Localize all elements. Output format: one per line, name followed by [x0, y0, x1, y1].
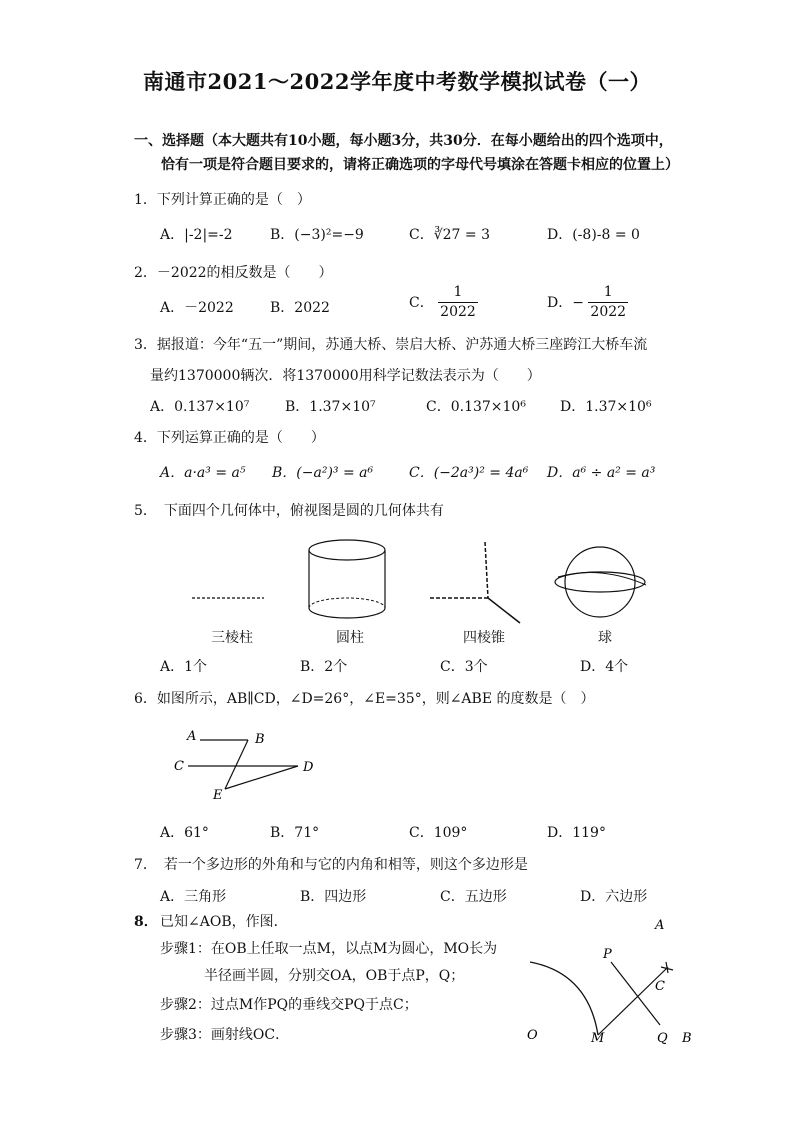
q5-option-a: A．1个 [160, 659, 208, 675]
q7-option-a: A．三角形 [160, 889, 227, 905]
q7-option-d: D．六边形 [580, 889, 648, 905]
point-d-label: D [303, 760, 314, 775]
q6-stem: 6．如图所示，AB∥CD，∠D=26°，∠E=35°，则∠ABE 的度数是（ ） [134, 691, 595, 707]
q5-option-b: B．2个 [300, 659, 348, 675]
semicircle-arc [530, 962, 598, 1035]
point-c-label: C [655, 979, 665, 994]
q2-option-d-label: D．− [547, 295, 584, 312]
q3-option-c: C．0.137×10⁶ [426, 399, 526, 415]
point-e-label: E [213, 788, 223, 803]
q8-step2: 步骤2：过点M作PQ的垂线交PQ于点C； [160, 997, 418, 1013]
pyramid-shape [430, 542, 520, 623]
q5-stem: 5． 下面四个几何体中，俯视图是圆的几何体共有 [134, 503, 444, 519]
point-b-label: B [682, 1031, 692, 1046]
q7-stem: 7． 若一个多边形的外角和与它的内角和相等，则这个多边形是 [134, 857, 528, 873]
section-heading-line1: 一、选择题（本大题共有10小题，每小题3分，共30分．在每小题给出的四个选项中， [134, 133, 673, 149]
q1-stem: 1．下列计算正确的是（ ） [134, 192, 311, 208]
q8-step1-line2: 半径画半圆，分别交OA，OB于点P，Q； [204, 968, 465, 984]
q1-option-d: D．(-8)-8 = 0 [547, 227, 640, 243]
q8-stem: 已知∠AOB，作图． [160, 914, 288, 930]
page-title: 南通市2021～2022学年度中考数学模拟试卷（一） [143, 69, 651, 94]
q1-option-a: A．|-2|=-2 [160, 227, 233, 243]
q5-solids-figure [180, 535, 660, 630]
q8-step3: 步骤3：画射线OC． [160, 1027, 290, 1043]
cylinder-shape [309, 540, 385, 618]
q2-option-c-fraction [438, 285, 478, 319]
q6-parallel-lines-figure [170, 725, 330, 805]
q3-stem-line1: 3．据报道：今年“五一”期间，苏通大桥、崇启大桥、沪苏通大桥三座跨江大桥车流 [134, 337, 648, 353]
q8-step1-line1: 步骤1：在OB上任取一点M，以点M为圆心，MO长为 [160, 941, 498, 957]
q4-option-d: D．a⁶ ÷ a² = a³ [547, 465, 656, 481]
q7-option-b: B．四边形 [300, 889, 367, 905]
q8-number: 8． [134, 914, 158, 930]
segment-be [225, 740, 248, 789]
q5-option-d: D．4个 [580, 659, 629, 675]
q2-option-c-label: C． [409, 295, 434, 312]
q5-option-c: C．3个 [440, 659, 488, 675]
point-m-label: M [591, 1031, 605, 1046]
segment-ed [225, 766, 298, 789]
q3-option-d: D．1.37×10⁶ [560, 399, 652, 415]
q6-option-c: C．109° [409, 825, 468, 841]
point-q-label: Q [657, 1031, 668, 1046]
q6-option-d: D．119° [547, 825, 606, 841]
q3-option-a: A．0.137×10⁷ [150, 399, 250, 415]
q1-option-b: B．(−3)²=−9 [270, 227, 364, 243]
q8-construction-figure [520, 915, 710, 1050]
point-b-label: B [255, 732, 265, 747]
q2-option-b: B．2022 [270, 300, 330, 316]
q5-label-sphere: 球 [598, 630, 612, 646]
sphere-shape [555, 547, 646, 617]
q4-option-a: A．a·a³ = a⁵ [160, 465, 246, 481]
perpendicular-line [598, 967, 668, 1035]
q2-option-a: A．－2022 [160, 300, 234, 316]
q6-option-b: B．71° [270, 825, 320, 841]
q2-d-frac-den: 2022 [590, 303, 627, 320]
point-a-label: A [655, 918, 665, 933]
q2-stem: 2．－2022的相反数是（ ） [134, 265, 333, 281]
q2-c-frac-num: 1 [453, 284, 463, 300]
q4-option-c: C．(−2a³)² = 4a⁶ [409, 465, 529, 481]
q2-option-c [409, 285, 478, 319]
q2-option-d-fraction [588, 285, 628, 319]
q4-stem: 4．下列运算正确的是（ ） [134, 430, 325, 446]
point-p-label: P [603, 947, 612, 962]
point-o-label: O [527, 1028, 538, 1043]
q4-option-b: B．(−a²)³ = a⁶ [272, 465, 374, 481]
q7-option-c: C．五边形 [440, 889, 507, 905]
point-c-label: C [174, 759, 184, 774]
q2-c-frac-den: 2022 [440, 303, 476, 320]
q1-option-c: C．∛27 = 3 [409, 227, 490, 243]
q2-d-frac-num: 1 [603, 284, 613, 300]
point-a-label: A [187, 729, 197, 744]
q6-option-a: A．61° [160, 825, 209, 841]
q2-option-d [547, 285, 628, 319]
q5-label-pyramid: 四棱锥 [463, 630, 505, 646]
q3-option-b: B．1.37×10⁷ [285, 399, 376, 415]
q5-label-cylinder: 圆柱 [336, 630, 364, 646]
q3-stem-line2: 量约1370000辆次．将1370000用科学记数法表示为（ ） [150, 368, 541, 384]
section-heading-line2: 恰有一项是符合题目要求的，请将正确选项的字母代号填涂在答题卡相应的位置上） [161, 157, 679, 173]
q5-label-prism: 三棱柱 [211, 630, 253, 646]
